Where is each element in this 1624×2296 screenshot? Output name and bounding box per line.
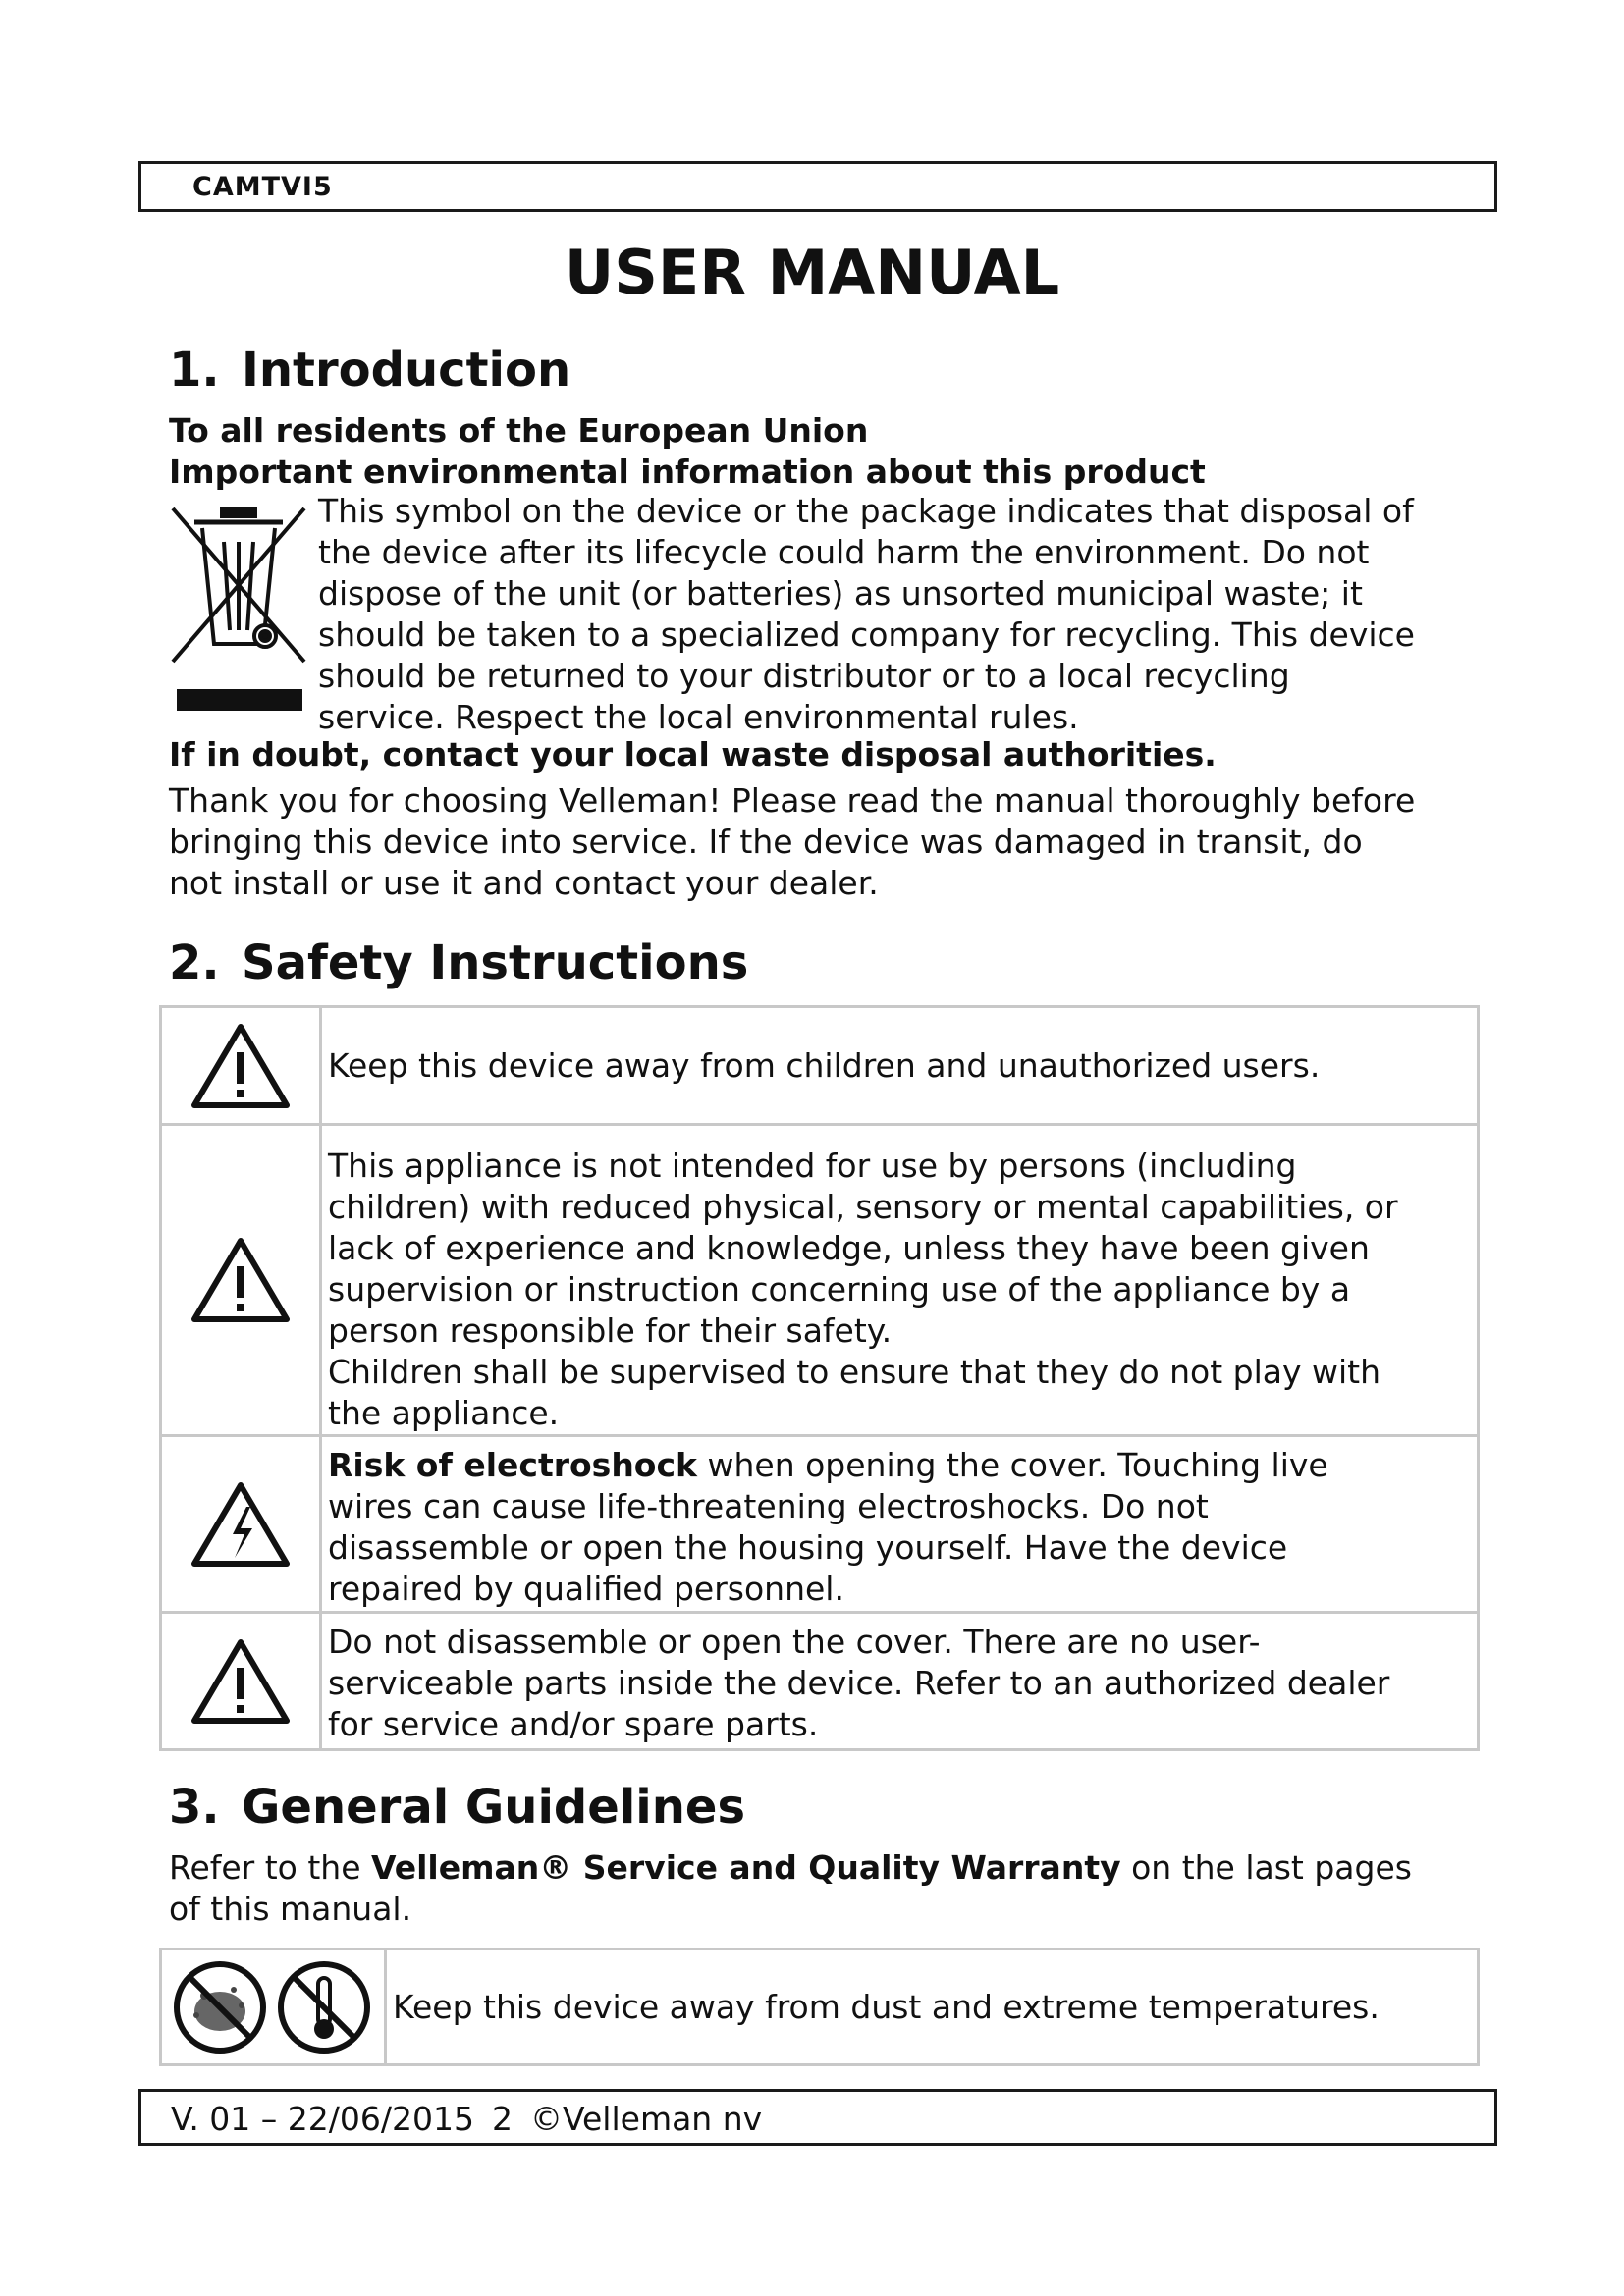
- page-number: 2: [491, 2100, 513, 2138]
- no-dust-no-temperature-icon: [169, 1956, 377, 2058]
- table-row: [161, 1007, 1479, 1125]
- guideline-text: Keep this device away from dust and extreme temperatures.: [386, 1949, 1479, 2065]
- version-date: V. 01 – 22/06/2015: [171, 2100, 474, 2138]
- footer-box: [138, 2089, 1497, 2146]
- warranty-text-start: Refer to the: [169, 1848, 371, 1887]
- thank-you-text: Thank you for choosing Velleman! Please read the manual thoroughly before bringing this device into service. If the device was damaged in transit, do not install or use it and contact your dealer.: [169, 781, 1416, 902]
- safety-table: [159, 1005, 1480, 1751]
- section-title: General Guidelines: [242, 1780, 746, 1835]
- section-number: 3.: [169, 1780, 220, 1835]
- electroshock-warning-icon: [189, 1479, 292, 1570]
- table-row: [161, 1125, 1479, 1436]
- icon-cell: [161, 1007, 321, 1125]
- eu-residents-line: To all residents of the European Union: [169, 411, 869, 450]
- table-row: [161, 1436, 1479, 1613]
- table-row: [161, 1949, 1479, 2065]
- warranty-text-end: on the last pages: [1120, 1848, 1412, 1887]
- section-title: Safety Instructions: [242, 935, 749, 990]
- electroshock-risk-label: Risk of electroshock: [328, 1446, 697, 1484]
- warning-icon: [189, 1021, 292, 1111]
- guidelines-table: [159, 1948, 1480, 2066]
- waste-authorities-line: If in doubt, contact your local waste disposal authorities.: [169, 735, 1217, 774]
- weee-disposal-text: This symbol on the device or the package indicates that disposal of the device after its lifecycle could harm the environment. Do not dispose of the unit (or batteries) as unsorted municipal waste; it should be taken to a specialized company for recycling. This device should be returned to your distributor or to a local recycling service. Respect the local environmental rules.: [318, 492, 1415, 736]
- copyright: ©Velleman nv: [529, 2100, 763, 2138]
- safety-text: This appliance is not intended for use by persons (including children) with reduced physical, sensory or mental capabilities, or lack of experience and knowledge, unless they have been given supervision or instruction concerning use of the appliance by a person responsible for their safety. Children shall be supervised to ensure that they do not play with the appliance.: [321, 1125, 1479, 1436]
- warranty-reference-line2: of this manual.: [169, 1890, 412, 1928]
- table-row: [161, 1613, 1479, 1750]
- no-dust-icon: [177, 1964, 263, 2051]
- safety-text: Keep this device away from children and unauthorized users.: [321, 1007, 1479, 1125]
- environmental-info-line: Important environmental information about this product: [169, 453, 1206, 491]
- no-temperature-icon: [281, 1964, 367, 2051]
- section-number: 2.: [169, 935, 220, 990]
- section-heading-introduction: [169, 340, 570, 400]
- icon-cell: [161, 1949, 386, 2065]
- crossed-bin-icon: [165, 497, 312, 722]
- safety-text: Do not disassemble or open the cover. There are no user- serviceable parts inside the device. Refer to an authorized dealer for service and/or spare parts.: [321, 1613, 1479, 1750]
- section-title: Introduction: [242, 343, 571, 398]
- safety-text: [321, 1436, 1479, 1613]
- warranty-reference: [169, 1847, 1412, 1889]
- warning-icon: [189, 1235, 292, 1325]
- footer: [171, 2100, 780, 2139]
- warranty-title: Velleman® Service and Quality Warranty: [371, 1848, 1121, 1887]
- section-heading-guidelines: [169, 1777, 745, 1838]
- icon-cell: [161, 1436, 321, 1613]
- product-code: CAMTVI5: [192, 172, 333, 202]
- header-box: [138, 161, 1497, 212]
- section-heading-safety: [169, 933, 748, 993]
- icon-cell: [161, 1613, 321, 1750]
- electroshock-text: when opening the cover. Touching live wires can cause life-threatening electroshocks. Do not disassemble or open the housing yourself. Have the device repaired by qualified personnel.: [328, 1446, 1328, 1608]
- warning-icon: [189, 1636, 292, 1727]
- icon-cell: [161, 1125, 321, 1436]
- page-title: USER MANUAL: [564, 237, 1060, 308]
- section-number: 1.: [169, 343, 220, 398]
